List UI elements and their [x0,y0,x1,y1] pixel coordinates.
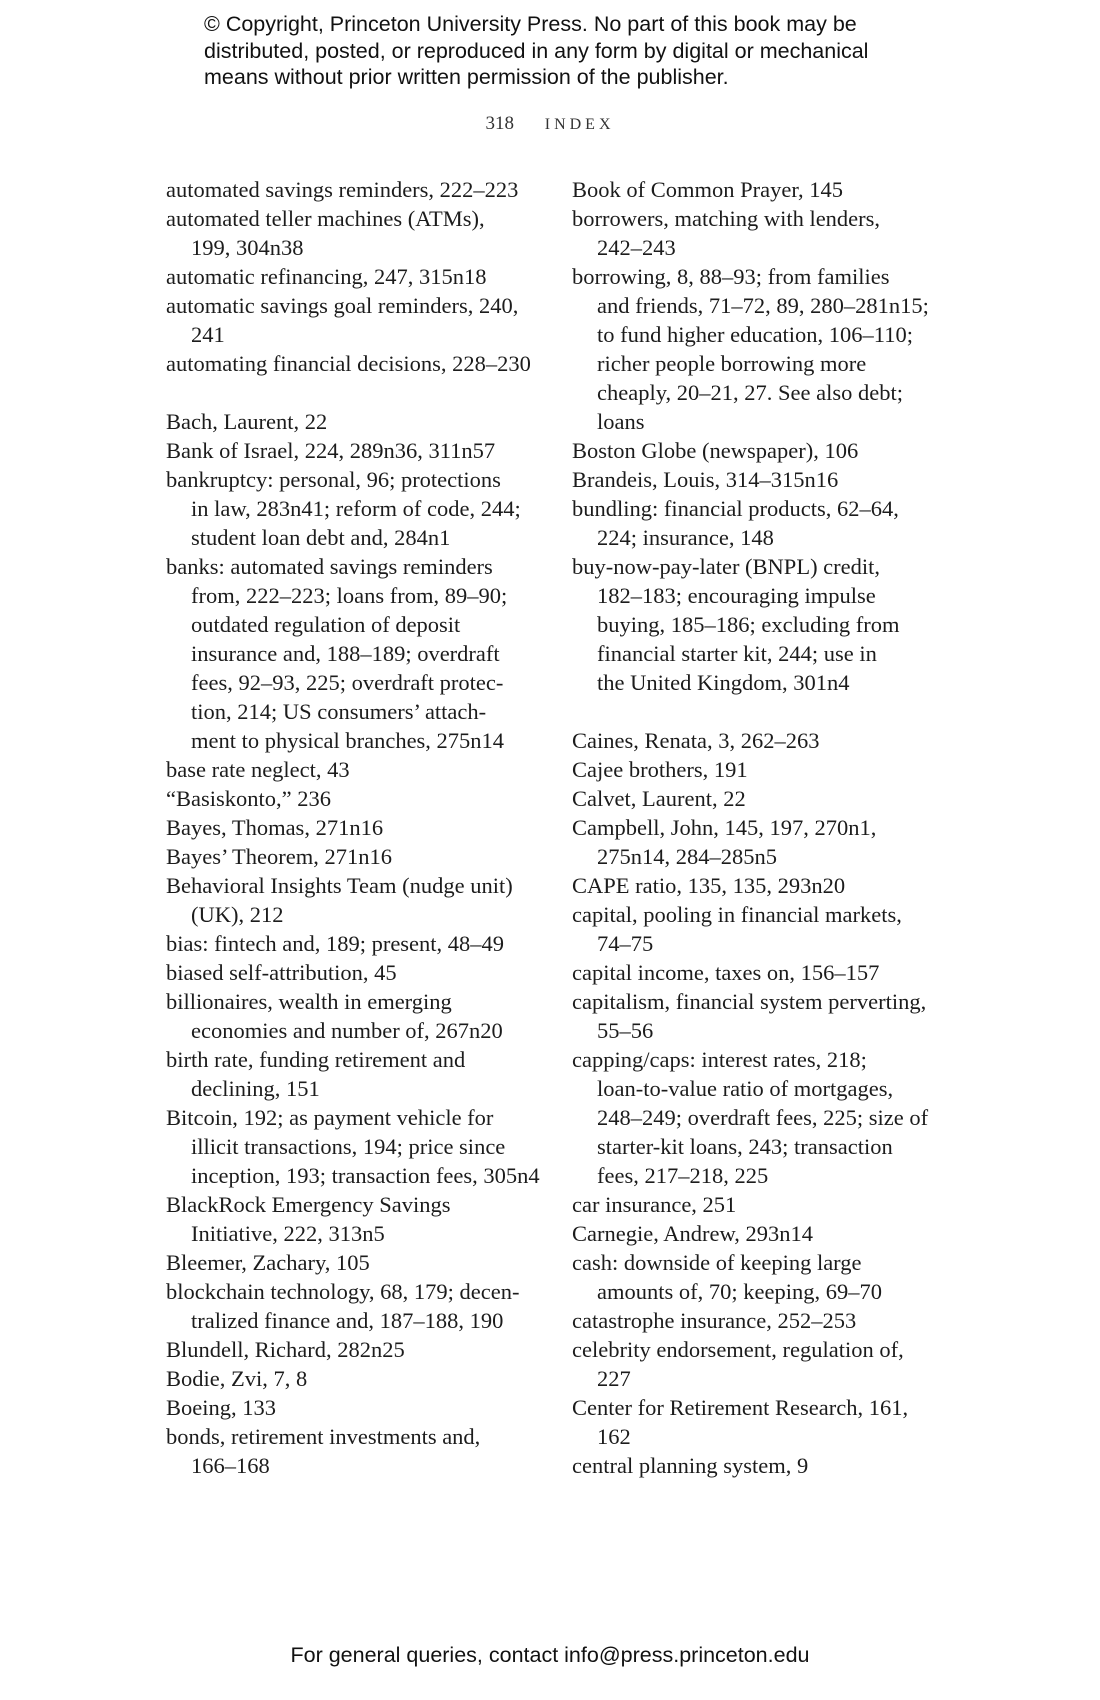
index-entry [572,784,944,813]
index-entry [572,1306,944,1335]
index-entry-continuation: in law, 283n41; reform of code, 244; [191,496,521,521]
index-entry [166,1422,538,1480]
index-entry-line: Bleemer, Zachary, 105 [166,1250,370,1275]
page-number: 318 [485,113,514,134]
index-entry [166,262,538,291]
footer-contact: For general queries, contact info@press.princeton.edu [290,1643,810,1667]
letter-group-gap [572,697,944,726]
index-entry-line: central planning system, 9 [572,1453,809,1478]
index-entry [572,1451,944,1480]
index-entry-line: Bayes, Thomas, 271n16 [166,815,384,840]
copyright-notice [204,11,964,91]
index-column-left [166,175,538,1480]
index-entry-continuation: richer people borrowing more [597,351,867,376]
index-entry-continuation: loans [597,409,645,434]
index-entry-continuation: cheaply, 20–21, 27. See also debt; [597,380,903,405]
index-entry-continuation: declining, 151 [191,1076,320,1101]
index-entry [572,813,944,871]
index-entry [572,987,944,1045]
index-entry-continuation: from, 222–223; loans from, 89–90; [191,583,508,608]
index-entry [166,1190,538,1248]
index-entry-continuation: economies and number of, 267n20 [191,1018,503,1043]
index-entry-continuation: ment to physical branches, 275n14 [191,728,505,753]
index-entry-line: borrowers, matching with lenders, [572,206,881,231]
copyright-line: distributed, posted, or reproduced in any form by digital or mechanical [204,38,869,63]
index-entry-continuation: 248–249; overdraft fees, 225; size of [597,1105,929,1130]
index-entry [166,1277,538,1335]
index-entry [166,552,538,755]
index-entry [572,1219,944,1248]
index-entry-continuation: 275n14, 284–285n5 [597,844,777,869]
index-entry-line: car insurance, 251 [572,1192,737,1217]
index-entry [166,204,538,262]
index-entry-line: catastrophe insurance, 252–253 [572,1308,857,1333]
index-entry [166,842,538,871]
index-entry-continuation: to fund higher education, 106–110; [597,322,913,347]
index-entry-line: buy-now-pay-later (BNPL) credit, [572,554,881,579]
index-entry-continuation: student loan debt and, 284n1 [191,525,451,550]
index-entry [166,465,538,552]
index-entry-continuation: tion, 214; US consumers’ attach- [191,699,487,724]
index-entry-continuation: financial starter kit, 244; use in [597,641,877,666]
index-entry [166,1103,538,1190]
index-entry-line: base rate neglect, 43 [166,757,350,782]
index-entry-line: borrowing, 8, 88–93; from families [572,264,890,289]
index-entry-line: billionaires, wealth in emerging [166,989,452,1014]
index-entry-line: automated teller machines (ATMs), [166,206,485,231]
index-entry-continuation: loan-to-value ratio of mortgages, [597,1076,894,1101]
index-entry [166,813,538,842]
index-entry-line: Bach, Laurent, 22 [166,409,328,434]
index-entry [572,871,944,900]
index-entry-continuation: and friends, 71–72, 89, 280–281n15; [597,293,929,318]
index-entry-line: capital, pooling in financial markets, [572,902,902,927]
index-entry-line: Carnegie, Andrew, 293n14 [572,1221,813,1246]
index-entry [572,494,944,552]
copyright-line: © Copyright, Princeton University Press. No part of this book may be [204,12,857,36]
index-entry-line: Center for Retirement Research, 161, [572,1395,909,1420]
index-entry [572,262,944,436]
index-entry-line: biased self-attribution, 45 [166,960,397,985]
index-entry-line: capping/caps: interest rates, 218; [572,1047,867,1072]
index-entry-line: BlackRock Emergency Savings [166,1192,451,1217]
index-entry-continuation: inception, 193; transaction fees, 305n4 [191,1163,540,1188]
index-entry [166,291,538,349]
index-entry [572,204,944,262]
index-entry [572,755,944,784]
index-entry-continuation: Initiative, 222, 313n5 [191,1221,385,1246]
index-entry-continuation: illicit transactions, 194; price since [191,1134,506,1159]
index-entry [572,436,944,465]
index-entry [166,1393,538,1422]
index-entry-line: cash: downside of keeping large [572,1250,862,1275]
index-entry [572,1248,944,1306]
index-entry [572,900,944,958]
index-entry-line: Cajee brothers, 191 [572,757,748,782]
index-entry-continuation: the United Kingdom, 301n4 [597,670,850,695]
index-entry [166,407,538,436]
index-entry-line: bankruptcy: personal, 96; protections [166,467,501,492]
index-entry-continuation: 166–168 [191,1453,270,1478]
index-entry-continuation: (UK), 212 [191,902,284,927]
index-entry-continuation: fees, 217–218, 225 [597,1163,769,1188]
index-entry-line: Bitcoin, 192; as payment vehicle for [166,1105,494,1130]
index-entry-line: Bank of Israel, 224, 289n36, 311n57 [166,438,496,463]
index-entry [166,175,538,204]
index-entry-line: Bodie, Zvi, 7, 8 [166,1366,308,1391]
index-entry [572,1335,944,1393]
index-entry-line: Boeing, 133 [166,1395,276,1420]
index-entry-line: celebrity endorsement, regulation of, [572,1337,904,1362]
index-entry-continuation: outdated regulation of deposit [191,612,461,637]
copyright-line: means without prior written permission of the publisher. [204,65,729,89]
index-entry-continuation: buying, 185–186; excluding from [597,612,900,637]
index-entry [572,1393,944,1451]
letter-group-gap [166,378,538,407]
index-entry-line: birth rate, funding retirement and [166,1047,466,1072]
index-entry [166,987,538,1045]
index-entry-continuation: 224; insurance, 148 [597,525,774,550]
index-entry-line: Caines, Renata, 3, 262–263 [572,728,820,753]
index-entry-line: bonds, retirement investments and, [166,1424,481,1449]
index-entry-continuation: 162 [597,1424,631,1449]
index-entry [572,175,944,204]
index-column-right [572,175,944,1480]
index-entry [166,871,538,929]
index-entry-line: bundling: financial products, 62–64, [572,496,899,521]
index-entry-continuation: fees, 92–93, 225; overdraft protec- [191,670,504,695]
index-entry-continuation: amounts of, 70; keeping, 69–70 [597,1279,882,1304]
index-entry-continuation: 242–243 [597,235,676,260]
index-entry [166,1045,538,1103]
index-entry [572,1045,944,1190]
index-entry [572,465,944,494]
index-entry-continuation: 55–56 [597,1018,654,1043]
index-entry-line: Blundell, Richard, 282n25 [166,1337,405,1362]
index-entry-line: automatic savings goal reminders, 240, [166,293,519,318]
index-entry-continuation: 199, 304n38 [191,235,304,260]
index-entry-continuation: tralized finance and, 187–188, 190 [191,1308,504,1333]
index-entry-line: “Basiskonto,” 236 [166,786,331,811]
index-entry [166,784,538,813]
index-entry-line: banks: automated savings reminders [166,554,493,579]
index-entry-line: CAPE ratio, 135, 135, 293n20 [572,873,846,898]
running-title: INDEX [544,116,615,133]
index-entry-line: capital income, taxes on, 156–157 [572,960,880,985]
index-entry-line: Book of Common Prayer, 145 [572,177,843,202]
index-entry [572,552,944,697]
index-entry [166,958,538,987]
index-entry-line: Campbell, John, 145, 197, 270n1, [572,815,877,840]
index-entry-line: capitalism, financial system perverting, [572,989,927,1014]
index-entry [166,1364,538,1393]
index-entry [572,1190,944,1219]
index-entry [166,1335,538,1364]
index-entry-line: bias: fintech and, 189; present, 48–49 [166,931,505,956]
index-entry-continuation: insurance and, 188–189; overdraft [191,641,500,666]
index-entry-line: automatic refinancing, 247, 315n18 [166,264,487,289]
index-entry [166,436,538,465]
index-entry [572,958,944,987]
index-entry [166,929,538,958]
index-entry-line: Boston Globe (newspaper), 106 [572,438,859,463]
index-entry [572,726,944,755]
index-entry-line: Calvet, Laurent, 22 [572,786,746,811]
index-entry-continuation: 182–183; encouraging impulse [597,583,876,608]
index-entry-continuation: starter-kit loans, 243; transaction [597,1134,893,1159]
index-entry-continuation: 241 [191,322,225,347]
running-head [0,113,1100,135]
index-entry-continuation: 74–75 [597,931,654,956]
index-entry [166,349,538,378]
index-entry-line: Brandeis, Louis, 314–315n16 [572,467,839,492]
index-entry-line: Behavioral Insights Team (nudge unit) [166,873,513,898]
index-entry-continuation: 227 [597,1366,631,1391]
index-entry-line: automating financial decisions, 228–230 [166,351,531,376]
index-entry-line: blockchain technology, 68, 179; decen- [166,1279,520,1304]
index-entry-line: Bayes’ Theorem, 271n16 [166,844,392,869]
index-entry [166,1248,538,1277]
index-entry [166,755,538,784]
index-entry-line: automated savings reminders, 222–223 [166,177,519,202]
